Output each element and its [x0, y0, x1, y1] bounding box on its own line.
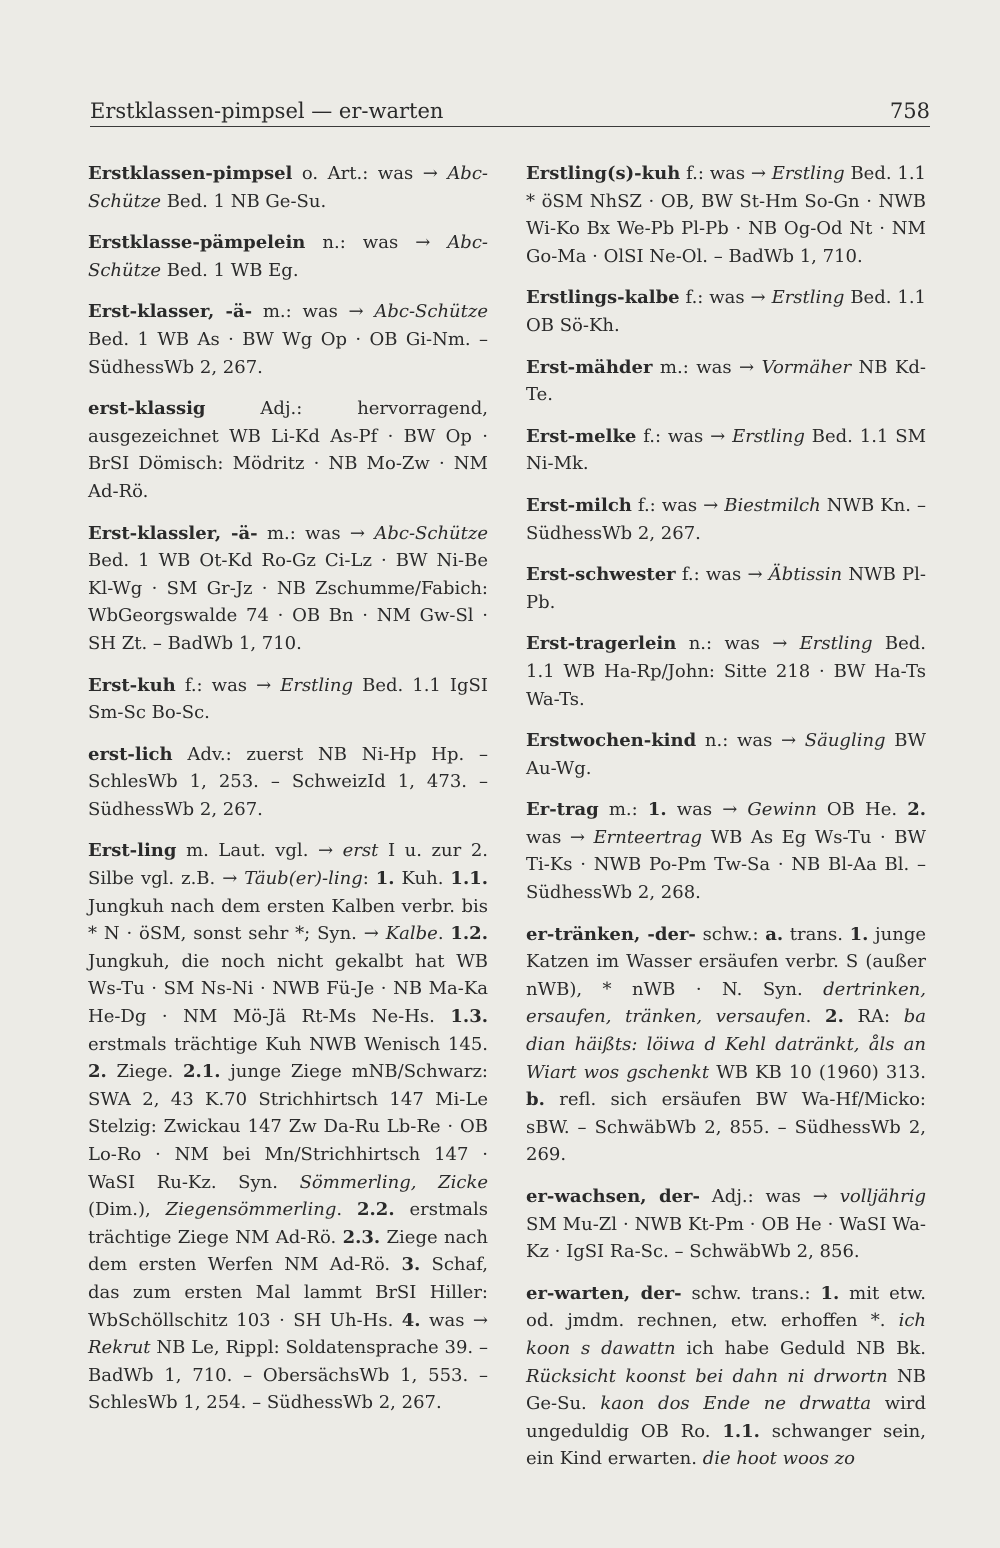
dictionary-entry: erst-lich Adv.: zuerst NB Ni-Hp Hp. – SchlesWb 1, 253. – SchweizId 1, 473. – SüdhessWb 2, 267. — [88, 743, 488, 820]
right-column — [526, 160, 926, 1487]
dictionary-entry: Erst-tragerlein n.: was → Erstling Bed. 1.1 WB Ha-Rp/John: Sitte 218 · BW Ha-Ts Wa-Ts. — [526, 633, 926, 710]
dictionary-entry: Erst-milch f.: was → Biestmilch NWB Kn. – SüdhessWb 2, 267. — [526, 494, 927, 544]
dictionary-entry: Erst-mähder m.: was → Vormäher NB Kd-Te. — [526, 356, 926, 406]
dictionary-entry: Er-trag m.: 1. was → Gewinn OB He. 2. was → Ernteertrag WB As Eg Ws-Tu · BW Ti-Ks · NWB Po-Pm Tw-Sa · NB Bl-Aa Bl. – SüdhessWb 2, 268. — [526, 799, 926, 904]
dictionary-entry: Erstklasse-pämpelein n.: was → Abc-Schütze Bed. 1 WB Eg. — [88, 232, 488, 281]
dictionary-entry: Erstklassen-pimpsel o. Art.: was → Abc-Schütze Bed. 1 NB Ge-Su. — [88, 163, 488, 212]
dictionary-entry: Erstling(s)-kuh f.: was → Erstling Bed. 1.1 * öSM NhSZ · OB, BW St-Hm So-Gn · NWB Wi-Ko Bx We-Pb Pl-Pb · NB Og-Od Nt · NM Go-Ma · OlSI Ne-Ol. – BadWb 1, 710. — [526, 163, 927, 267]
dictionary-entry: Erst-schwester f.: was → Äbtissin NWB Pl-Pb. — [526, 564, 927, 613]
dictionary-entry: Erstlings-kalbe f.: was → Erstling Bed. 1.1 OB Sö-Kh. — [526, 287, 926, 336]
running-head — [90, 98, 930, 127]
dictionary-entry: Erst-kuh f.: was → Erstling Bed. 1.1 IgSI Sm-Sc Bo-Sc. — [88, 674, 488, 724]
page-number: 758 — [889, 99, 930, 123]
dictionary-entry: Erst-ling m. Laut. vgl. → erst I u. zur 2. Silbe vgl. z.B. → Täub(er)-ling: 1. Kuh. 1.1. Jungkuh nach dem ersten Kalben verbr. bis * N · öSM, sonst sehr *; Syn. → Kalbe. 1.2. Jungkuh, die noch nicht gekalbt hat WB Ws-Tu · SM Ns-Ni · NWB Fü-Je · NB Ma-Ka He-Dg · NM Mö-Jä Rt-Ms Ne-Hs. 1.3. erstmals trächtige Kuh NWB Wenisch 145. 2. Ziege. 2.1. junge Ziege mNB/Schwarz: SWA 2, 43 K.70 Strichhirtsch 147 Mi-Le Stelzig: Zwickau 147 Zw Da-Ru Lb-Re · OB Lo-Ro · NM bei Mn/Strichhirtsch 147 · WaSI Ru-Kz. Syn. Sömmerling, Zicke (Dim.), Ziegensömmerling. 2.2. erstmals trächtige Ziege NM Ad-Rö. 2.3. Ziege nach dem ersten Werfen NM Ad-Rö. 3. Schaf, das zum ersten Mal lammt BrSI Hiller: WbSchöllschitz 103 · SH Uh-Hs. 4. was → Rekrut NB Le, Rippl: Soldatensprache 39. – BadWb 1, 710. – ObersächsWb 1, 553. – SchlesWb 1, 254. – SüdhessWb 2, 267. — [88, 840, 489, 1414]
dictionary-entry: er-warten, der- schw. trans.: 1. mit etw. od. jmdm. rechnen, etw. erhoffen *. ich koon s dawattn ich habe Geduld NB Bk. Rücksicht koonst bei dahn ni drwortn NB Ge-Su. kaon dos Ende ne drwatta wird ungeduldig OB Ro. 1.1. schwanger sein, ein Kind erwarten. die hoot woos zo — [526, 1282, 927, 1470]
dictionary-entry: erst-klassig Adj.: hervorragend, ausgezeichnet WB Li-Kd As-Pf · BW Op · BrSI Dömisch: Mödritz · NB Mo-Zw · NM Ad-Rö. — [88, 398, 488, 502]
running-head-title: Erstklassen-pimpsel — er-warten — [90, 99, 444, 123]
dictionary-entry: Erst-melke f.: was → Erstling Bed. 1.1 SM Ni-Mk. — [526, 425, 926, 475]
dictionary-entry: er-tränken, -der- schw.: a. trans. 1. junge Katzen im Wasser ersäufen verbr. S (außer nWB), * nWB · N. Syn. dertrinken, ersaufen, tränken, versaufen. 2. RA: ba dian häißts: löiwa d Kehl datränkt, åls an Wiart wos gschenkt WB KB 10 (1960) 313. b. refl. sich ersäufen BW Wa-Hf/Micko: sBW. – SchwäbWb 2, 855. – SüdhessWb 2, 269. — [526, 923, 927, 1166]
dictionary-entry: Erstwochen-kind n.: was → Säugling BW Au-Wg. — [526, 730, 926, 779]
dictionary-entry: Erst-klasser, -ä- m.: was → Abc-Schütze Bed. 1 WB As · BW Wg Op · OB Gi-Nm. – SüdhessWb 2, 267. — [88, 301, 488, 378]
dictionary-entry: er-wachsen, der- Adj.: was → volljährig SM Mu-Zl · NWB Kt-Pm · OB He · WaSI Wa-Kz · IgSI Ra-Sc. – SchwäbWb 2, 856. — [526, 1186, 927, 1263]
left-column — [88, 160, 488, 1431]
dictionary-entry: Erst-klassler, -ä- m.: was → Abc-Schütze Bed. 1 WB Ot-Kd Ro-Gz Ci-Lz · BW Ni-Be Kl-Wg · SM Gr-Jz · NB Zschumme/Fabich: WbGeorgswalde 74 · OB Bn · NM Gw-Sl · SH Zt. – BadWb 1, 710. — [88, 522, 489, 654]
